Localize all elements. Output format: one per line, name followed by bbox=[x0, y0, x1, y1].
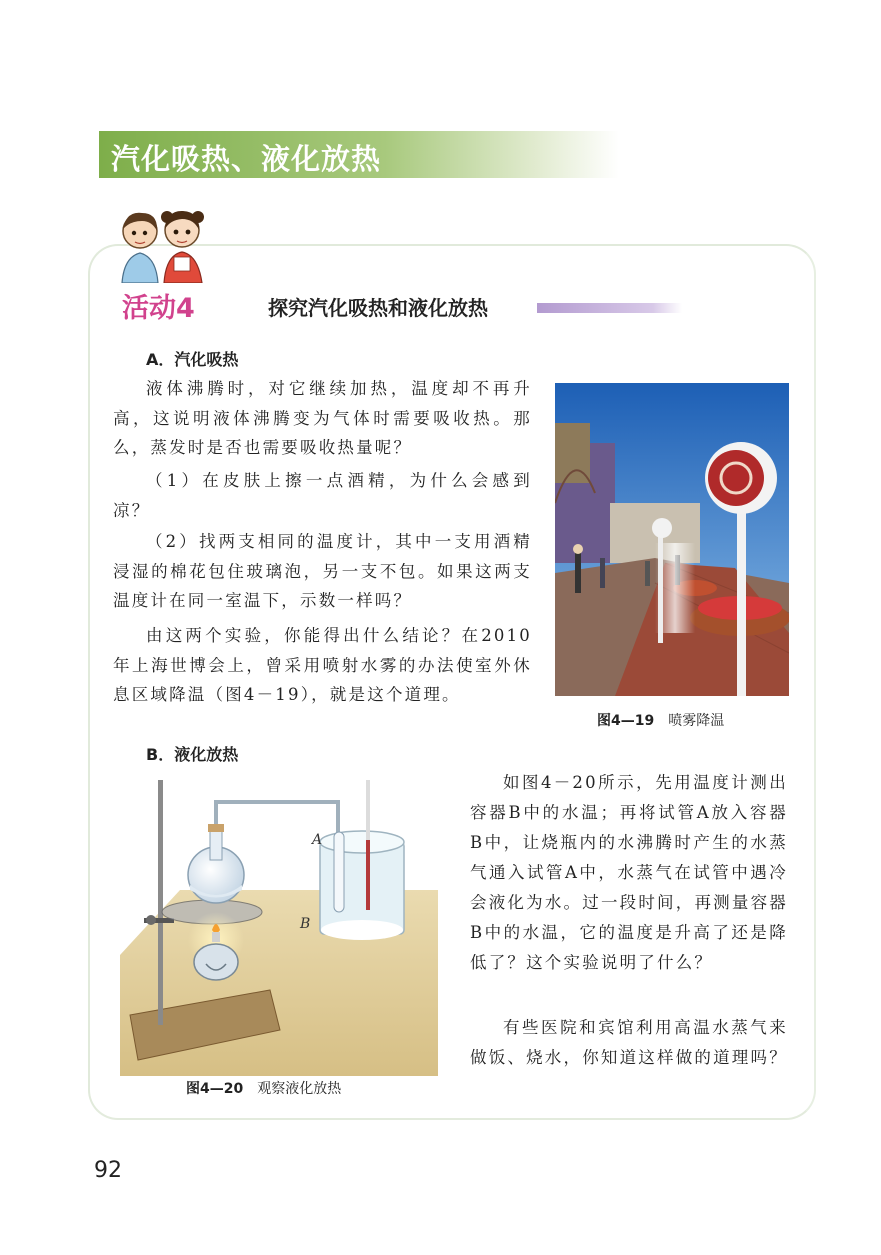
section-title: 汽化吸热、液化放热 bbox=[111, 142, 382, 176]
label-container-b: B bbox=[300, 916, 311, 932]
section-header-band bbox=[99, 131, 619, 178]
activity-label: 活动4 bbox=[122, 293, 195, 324]
figure-4-19-caption bbox=[597, 710, 724, 730]
part-a-paragraph-4: 由这两个实验，你能得出什么结论？在2010年上海世博会上，曾采用喷射水雾的办法使室外休息区域降温（图4－19），就是这个道理。 bbox=[113, 626, 532, 704]
figure-4-19-number: 图4—19 bbox=[597, 713, 655, 729]
part-b-paragraph-1: 如图4－20所示，先用温度计测出容器B中的水温；再将试管A放入容器B中，让烧瓶内的水沸腾时产生的水蒸气通入试管A中，水蒸气在试管中遇冷会液化为水。过一段时间，再测量容器B中的水温，它的温度是升高了还是降低了？这个实验说明了什么？ bbox=[470, 773, 788, 972]
figure-4-20-caption bbox=[186, 1078, 341, 1098]
figure-4-20-number: 图4—20 bbox=[186, 1081, 244, 1097]
page-number: 92 bbox=[94, 1158, 122, 1183]
activity-subtitle: 探究汽化吸热和液化放热 bbox=[268, 296, 488, 320]
part-a-paragraph-1: 液体沸腾时，对它继续加热，温度却不再升高，这说明液体沸腾变为气体时需要吸收热。那么，蒸发时是否也需要吸收热量呢？ bbox=[113, 379, 532, 457]
part-a-paragraph-3: （2）找两支相同的温度计，其中一支用酒精浸湿的棉花包住玻璃泡，另一支不包。如果这两支温度计在同一室温下，示数一样吗？ bbox=[113, 532, 532, 610]
misting-cooling-photo bbox=[555, 383, 789, 696]
children-illustration bbox=[112, 205, 212, 283]
subtitle-decor-bar bbox=[537, 303, 682, 313]
figure-4-20-text: 观察液化放热 bbox=[257, 1081, 342, 1097]
label-test-tube-a: A bbox=[312, 832, 323, 848]
part-b-heading: B．液化放热 bbox=[146, 745, 239, 764]
figure-4-19-text: 喷雾降温 bbox=[668, 713, 725, 729]
liquefaction-apparatus-illustration bbox=[120, 780, 450, 1076]
part-a-heading: A．汽化吸热 bbox=[146, 350, 239, 369]
part-a-paragraph-2: （1）在皮肤上擦一点酒精，为什么会感到凉？ bbox=[113, 471, 532, 520]
part-b-paragraph-2: 有些医院和宾馆利用高温水蒸气来做饭、烧水，你知道这样做的道理吗？ bbox=[470, 1018, 788, 1067]
